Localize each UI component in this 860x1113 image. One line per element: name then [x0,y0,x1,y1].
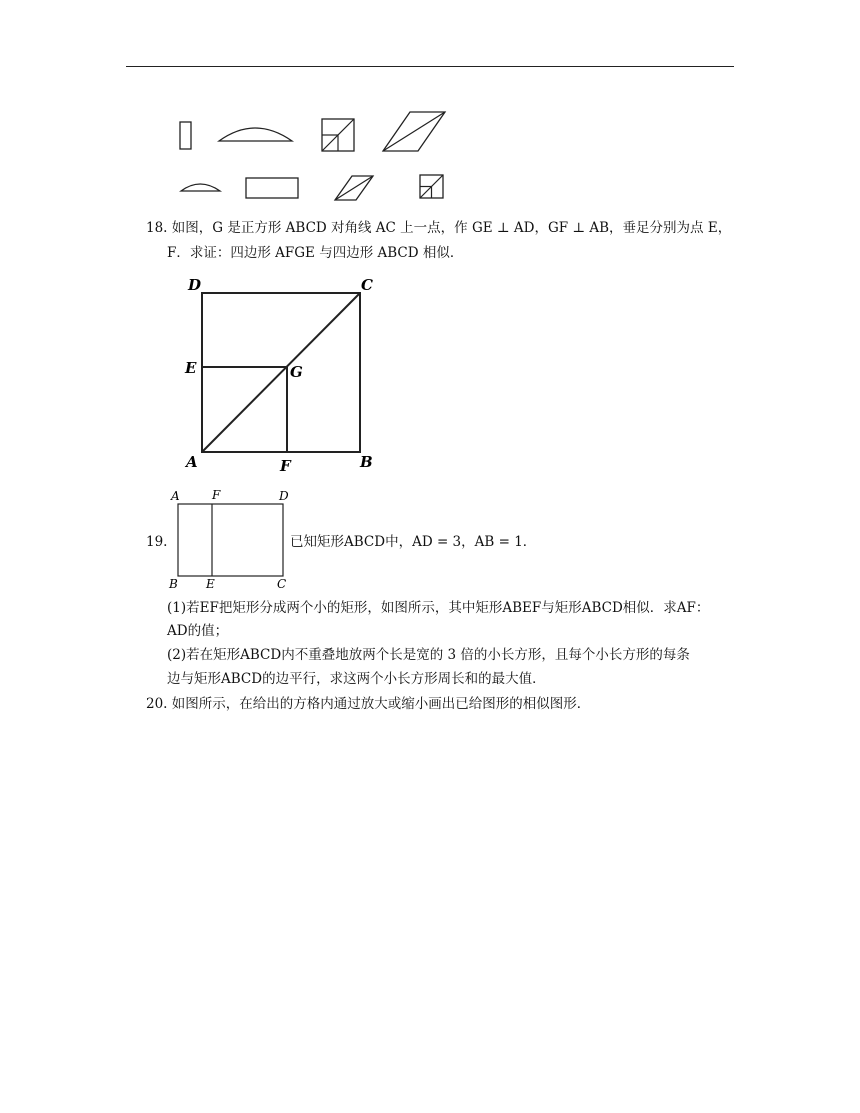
q18-line1: 如图，G 是正方形 ABCD 对角线 AC 上一点，作 GE ⊥ AD，GF ⊥ AB，垂足分别为点 E， [171,220,732,236]
q18-line2-wrap [167,241,463,265]
label-a: A [186,453,198,471]
large-square-shape [322,119,354,151]
label-g: G [290,363,303,381]
similar-shapes-figure [170,105,460,205]
q20-body: 如图所示，在给出的方格内通过放大或缩小画出已给图形的相似图形． [171,696,591,712]
large-rectangle-shape [246,178,298,198]
label-c: C [361,276,373,294]
diagonal-ac [202,293,360,452]
q18-text [146,216,731,240]
q20-number: 20. [146,696,168,712]
label-f: F [212,488,221,502]
label-a: A [171,489,180,503]
label-e: E [185,359,197,377]
label-f: F [280,457,291,475]
q19-part1-line1: (1)若EF把矩形分成两个小的矩形，如图所示，其中矩形ABEF与矩形ABCD相似．求AF： [167,600,710,616]
q19-part2-line1: (2)若在矩形ABCD内不重叠地放两个长是宽的 3 倍的小长方形，且每个小长方形的每条 [167,647,690,663]
label-b: B [360,453,373,471]
q18-line2: F．求证：四边形 AFGE 与四边形 ABCD 相似． [167,245,464,261]
small-square-shape [420,175,443,198]
q18-square-figure [180,270,380,480]
small-rectangle-shape [180,122,191,149]
small-parallelogram-shape [335,176,373,200]
rectangle-abcd [178,504,283,576]
header-rule [126,66,734,67]
q18-number: 18. [146,220,168,236]
q19-part1-line2: AD的值； [167,623,229,639]
large-segment-shape [219,128,292,141]
q19-part2-line2: 边与矩形ABCD的边平行，求这两个小长方形周长和的最大值． [167,671,546,687]
q19-rectangle-figure [165,487,295,593]
label-e: E [206,577,215,591]
label-d: D [279,489,289,503]
q20-text [146,692,590,716]
q19-number: 19. [146,534,168,550]
small-segment-shape [181,184,220,191]
label-b: B [169,577,178,591]
label-c: C [277,577,287,591]
large-parallelogram-shape [383,112,445,151]
q19-stem: 已知矩形ABCD中，AD = 3，AB = 1． [290,534,537,550]
label-d: D [188,276,202,294]
